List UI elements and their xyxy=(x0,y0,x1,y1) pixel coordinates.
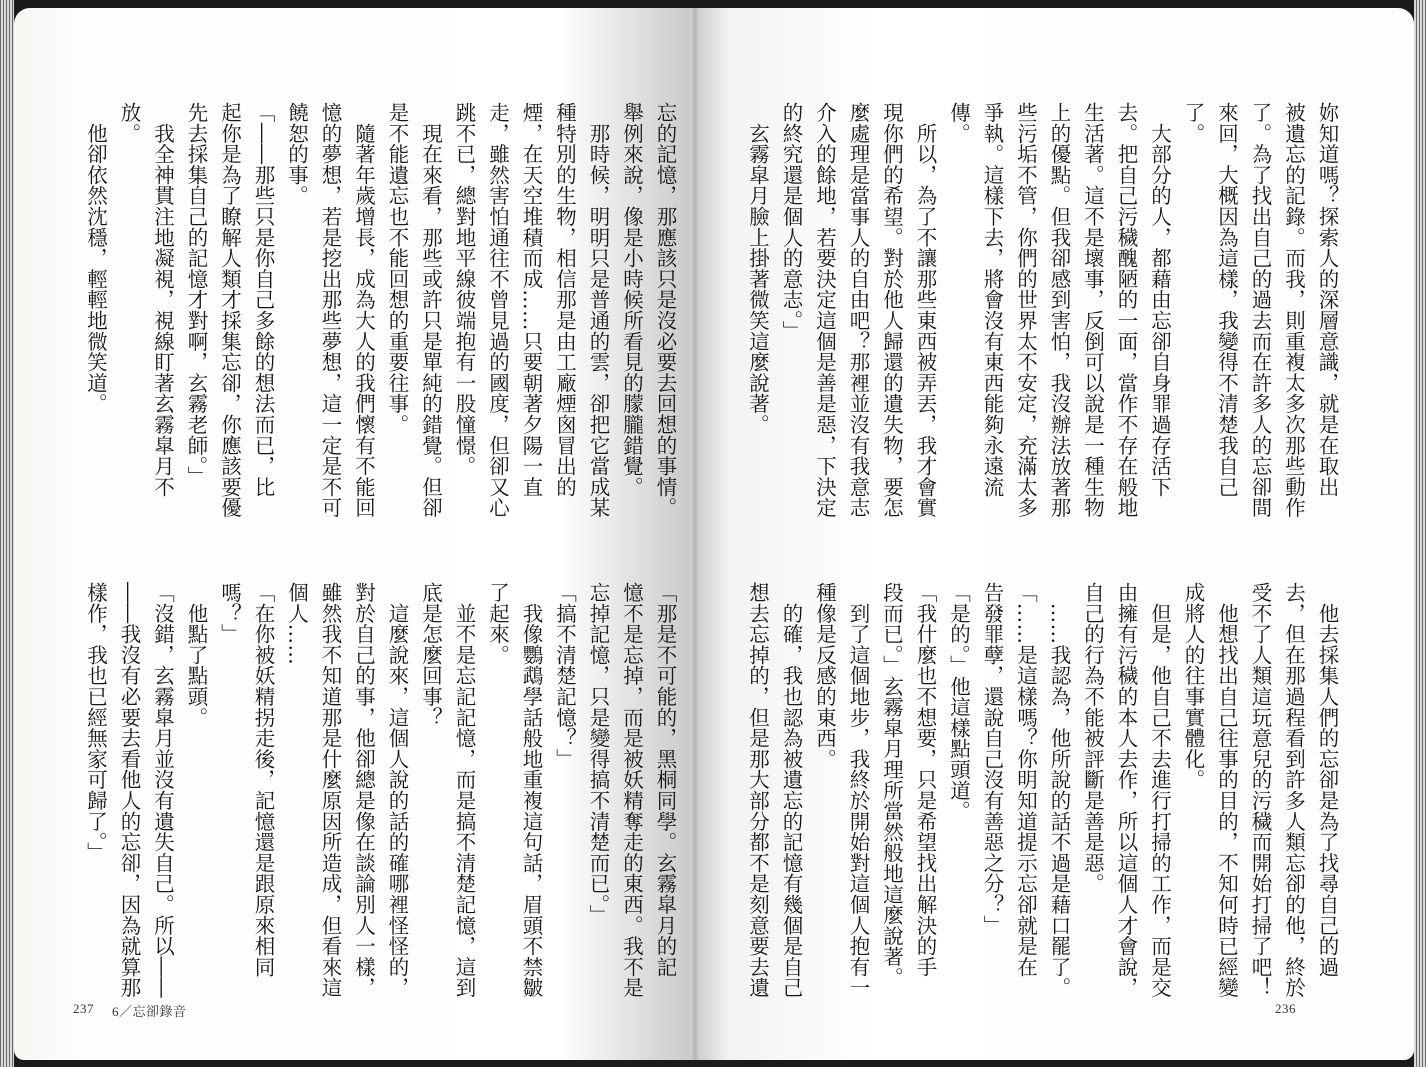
book-page-edges-left xyxy=(0,0,14,1067)
running-head: 6／忘卻錄音 xyxy=(112,1004,187,1019)
left-page-upper-text: 忘的記憶，那應該只是沒必要去回想的事情。 舉例來說，像是小時候所看見的朦朧錯覺。 那時候，明明只是普通的雲，卻把它當成某 種特別的生物，相信那是由工廠煙囪冒出的 煙，在天空堆積而成……只要朝著夕陽一直 走，雖然害怕通往不曾見過的國度，但卻又心 跳不已，總對地平線彼端抱有一股憧憬。 現在來看，那些或許只是單純的錯覺。但卻 是不能遺忘也不能回想的重要往事。 隨著年歲增長，成為大人的我們懷有不能回 憶的夢想，若是挖出那些夢想，這一定是不可 饒恕的事。 「――那些只是你自己多餘的想法而已，比 起你是為了瞭解人類才採集忘卻，你應該要優 先去採集自己的記憶才對啊，玄霧老師。」 我全神貫注地凝視，視線盯著玄霧皐月不 放。 他卻依然沈穩，輕輕地微笑道。 xyxy=(83,102,677,518)
right-page-number: 236 xyxy=(1275,1001,1296,1016)
book-page-edges-right xyxy=(1414,0,1426,1067)
right-page-lower-text: 他去採集人們的忘卻是為了找尋自己的過 去，但在那過程看到許多人類忘卻的他，終於 受不了人類這玩意兒的污穢而開始打掃了吧！ 他想找出自己往事的目的，不知何時已經變 成將人的往事實體化。 但是，他自己不去進行打掃的工作，而是交 由擁有污穢的本人去作，所以這個人才會說， 自己的行為不能被評斷是善是惡。 ……我認為，他所說的話不過是藉口罷了。 「……是這樣嗎？你明知道提示忘卻就是在 告發罪孽，還說自己沒有善惡之分？」 「是的。」他這樣點頭道。 「我什麼也不想要，只是希望找出解決的手 段而已。」玄霧皐月理所當然般地這麼說著。 到了這個地步，我終於開始對這個人抱有一 種像是反感的東西。 的確，我也認為被遺忘的記憶有幾個是自己 想去忘掉的，但是那大部分都不是刻意要去遺 xyxy=(745,582,1339,998)
left-page-number: 237 xyxy=(73,1001,94,1016)
left-page-lower-text: 「那是不可能的，黑桐同學。玄霧皐月的記 憶不是忘掉，而是被妖精奪走的東西。我不是 忘掉記憶，只是變得搞不清楚而已。」 「搞不清楚記憶？」 我像鸚鵡學話般地重複這句話，眉頭不禁皺 了起來。 並不是忘記記憶，而是搞不清楚記憶，這到 底是怎麼回事？ 這麼說來，這個人說的話的確哪裡怪怪的， 對於自己的事，他卻總是像在談論別人一樣， 雖然我不知道那是什麼原因所造成，但看來這 個人…… 「在你被妖精拐走後，記憶還是跟原來相同 嗎？」 他點了點頭。 「沒錯，玄霧皐月並沒有遺失自己。所以―― ――我沒有必要去看他人的忘卻，因為就算那 樣作，我也已經無家可歸了。」 xyxy=(83,582,677,998)
book-gutter xyxy=(690,8,700,1060)
right-page-upper-text: 妳知道嗎？探索人的深層意識，就是在取出 被遺忘的記錄。而我，則重複太多次那些動作 了。為了找出自己的過去而在許多人的忘卻間 來回，大概因為這樣，我變得不清楚我自己 了。 大部分的人，都藉由忘卻自身罪過存活下 去。把自己污穢醜陋的一面，當作不存在般地 生活著。這不是壞事，反倒可以說是一種生物 上的優點。但我卻感到害怕，我沒辦法放著那 些污垢不管，你們的世界太不安定，充滿太多 爭執。這樣下去，將會沒有東西能夠永遠流 傳。 所以，為了不讓那些東西被弄丟，我才會實 現你們的希望。對於他人歸還的遺失物，要怎 麼處理是當事人的自由吧？那裡並沒有我意志 介入的餘地，若要決定這個是善是惡，下決定 的終究還是個人的意志。」 玄霧皐月臉上掛著微笑這麼說著。 xyxy=(745,102,1339,518)
